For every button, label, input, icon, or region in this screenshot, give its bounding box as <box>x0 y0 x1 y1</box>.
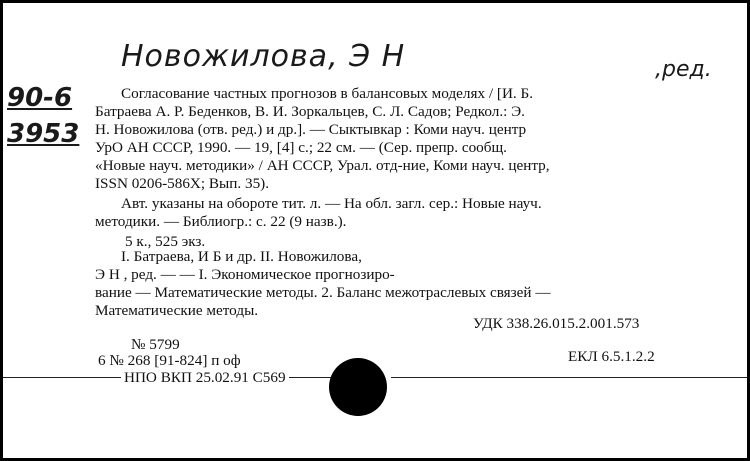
udc-code: УДК 338.26.015.2.001.573 <box>473 315 640 332</box>
handwritten-editor-mark: ,ред. <box>655 57 712 82</box>
subject-entries <box>95 248 705 320</box>
entry-line-5: «Новые науч. методики» / АН СССР, Урал. отд-ние, Коми науч. центр, <box>95 157 550 174</box>
bottom-rule-right <box>391 377 747 378</box>
entry-line-4: УрО АН СССР, 1990. — 19, [4] с.; 22 см. — (Сер. препр. сообщ. <box>95 139 507 156</box>
handwritten-shelf-code-bottom: 3953 <box>7 119 80 149</box>
entry-line-6: ISSN 0206-586X; Вып. 35). <box>95 175 270 192</box>
subject-line-2: Э Н , ред. — — I. Экономическое прогнозиро- <box>95 266 395 283</box>
copies-count: 5 к., 525 экз. <box>125 233 206 250</box>
order-info: 6 № 268 [91-824] п оф <box>98 352 241 369</box>
handwritten-shelf-code-top: 90-6 <box>7 83 73 113</box>
note-line-1: Авт. указаны на обороте тит. л. — На обл. загл. сер.: Новые науч. <box>121 195 542 212</box>
handwritten-author: Новожилова, Э Н <box>121 39 406 74</box>
entry-line-1: Согласование частных прогнозов в балансовых моделях / [И. Б. <box>121 85 534 102</box>
subject-line-3: вание — Математические методы. 2. Баланс межотраслевых связей — <box>95 284 551 301</box>
entry-line-2: Батраева А. Р. Беденков, В. И. Зоркальцев, С. Л. Садов; Редкол.: Э. <box>95 103 525 120</box>
note-line-2: методики. — Библиогр.: с. 22 (9 назв.). <box>95 213 347 230</box>
entry-line-3: Н. Новожилова (отв. ред.) и др.]. — Сыктывкар : Коми науч. центр <box>95 121 527 138</box>
printer-line: НПО ВКП 25.02.91 С569 <box>121 369 289 387</box>
punch-hole <box>329 358 387 416</box>
card-number: № 5799 <box>131 336 180 353</box>
ekl-code: ЕКЛ 6.5.1.2.2 <box>568 348 655 365</box>
subject-line-4: Математические методы. <box>95 302 259 319</box>
entry-notes <box>95 195 705 235</box>
subject-line-1: I. Батраева, И Б и др. II. Новожилова, <box>121 248 362 265</box>
